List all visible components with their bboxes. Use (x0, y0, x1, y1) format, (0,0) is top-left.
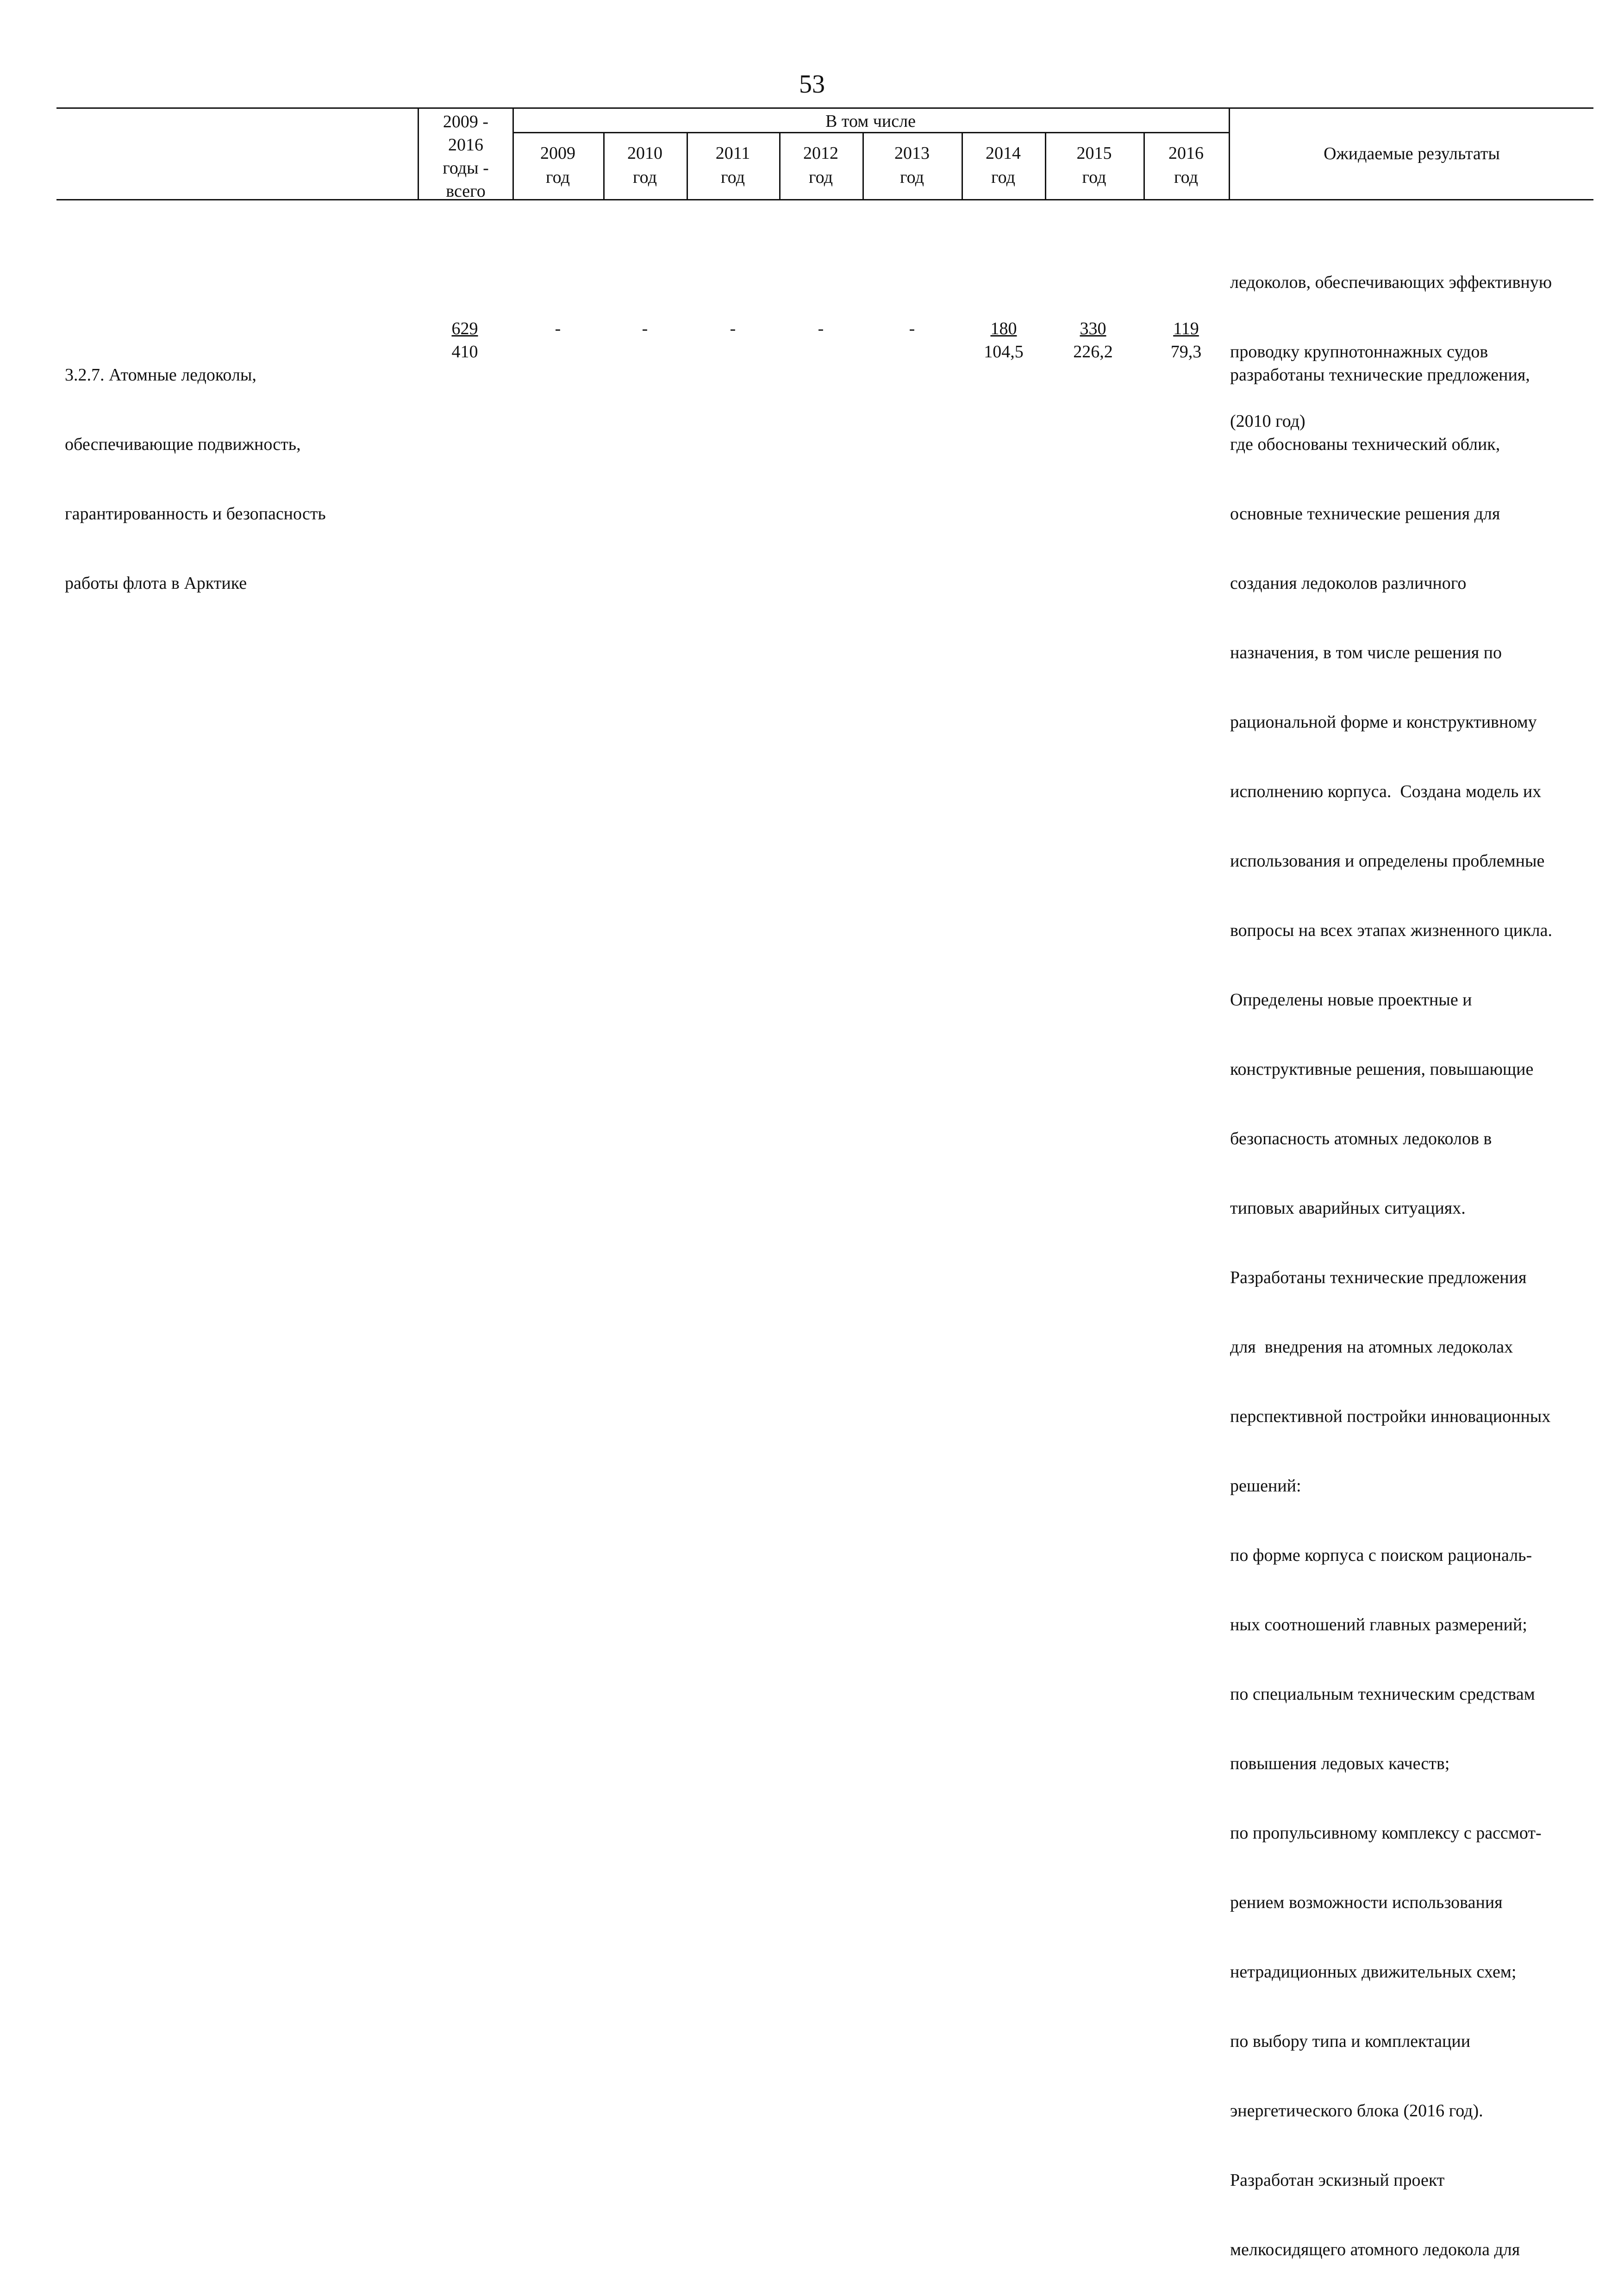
header-total (419, 110, 512, 203)
result-line: безопасность атомных ледоколов в (1230, 1129, 1492, 1148)
value-cell-2011 (705, 317, 761, 340)
result-line: по специальным техническим средствам (1230, 1684, 1535, 1704)
header-year-2014 (962, 141, 1045, 192)
value-cell-2010 (617, 317, 673, 340)
header-year-2011 (687, 141, 779, 192)
value-top: 119 (1173, 319, 1199, 338)
result-line: по выбору типа и комплектации (1230, 2032, 1471, 2051)
value-top: 330 (1080, 319, 1106, 338)
result-line: создания ледоколов различного (1230, 574, 1467, 593)
header-year-unit: год (991, 168, 1015, 187)
result-line: Определены новые проектные и (1230, 990, 1472, 1010)
result-line: использования и определены проблемные (1230, 851, 1545, 871)
header-results: Ожидаемые результаты (1324, 144, 1500, 163)
header-including: В том числе (825, 112, 916, 131)
header-total-line: всего (446, 181, 486, 201)
value-bottom: 104,5 (984, 342, 1024, 362)
value-top: - (730, 319, 736, 338)
header-year-unit: год (809, 168, 833, 187)
header-year-2012 (779, 141, 862, 192)
table-top-rule (56, 107, 1593, 109)
header-year: 2014 (986, 143, 1021, 163)
header-year-2016 (1143, 141, 1229, 192)
header-year-2013 (862, 141, 962, 192)
result-line: вопросы на всех этапах жизненного цикла. (1230, 921, 1553, 940)
value-bottom: 226,2 (1073, 342, 1113, 362)
header-year: 2012 (803, 143, 838, 163)
value-top: 180 (990, 319, 1017, 338)
header-year-unit: год (633, 168, 657, 187)
continuation-line: (2010 год) (1230, 412, 1305, 431)
result-line: где обоснованы технический облик, (1230, 435, 1500, 454)
result-line: мелкосидящего атомного ледокола для (1230, 2240, 1520, 2259)
value-top: - (642, 319, 648, 338)
result-line: ных соотношений главных размерений; (1230, 1615, 1527, 1634)
value-top: - (818, 319, 824, 338)
result-line: разработаны технические предложения, (1230, 365, 1530, 385)
value-cell-2014 (976, 317, 1031, 363)
result-line: решений: (1230, 1476, 1301, 1496)
result-line: типовых аварийных ситуациях. (1230, 1198, 1466, 1218)
header-total-line: 2009 - (443, 112, 489, 131)
row-title (65, 317, 326, 618)
result-line: по пропульсивному комплексу с рассмот- (1230, 1823, 1542, 1843)
page-number: 53 (799, 70, 825, 99)
header-year: 2009 (540, 143, 575, 163)
value-cell-2012 (793, 317, 849, 340)
value-cell-2015 (1065, 317, 1121, 363)
header-year: 2013 (894, 143, 930, 163)
value-top: - (909, 319, 915, 338)
continuation-line: проводку крупнотоннажных судов (1230, 342, 1488, 362)
result-line: по форме корпуса с поиском рациональ- (1230, 1546, 1532, 1565)
header-year-unit: год (721, 168, 745, 187)
header-year-unit: год (900, 168, 924, 187)
header-year: 2016 (1168, 143, 1204, 163)
header-year: 2015 (1076, 143, 1112, 163)
header-bottom-rule (56, 199, 1593, 200)
total-value-top: 629 (451, 319, 478, 338)
result-line: исполнению корпуса. Создана модель их (1230, 782, 1542, 801)
continuation-line: ледоколов, обеспечивающих эффективную (1230, 273, 1552, 292)
header-total-line: 2016 (448, 135, 483, 155)
result-line: Разработан эскизный проект (1230, 2170, 1445, 2190)
header-year-2015 (1045, 141, 1143, 192)
header-year-2010 (603, 141, 687, 192)
total-cell (437, 317, 493, 363)
row-title-line: обеспечивающие подвижность, (65, 435, 301, 454)
result-line: повышения ледовых качеств; (1230, 1754, 1450, 1773)
result-line: Разработаны технические предложения (1230, 1268, 1527, 1287)
header-year: 2011 (715, 143, 750, 163)
result-line: рациональной форме и конструктивному (1230, 712, 1537, 732)
result-line: назначения, в том числе решения по (1230, 643, 1502, 662)
header-year-unit: год (546, 168, 570, 187)
value-cell-2016 (1158, 317, 1214, 363)
expected-results-text (1230, 317, 1552, 2295)
value-cell-2009 (530, 317, 586, 340)
result-line: рением возможности использования (1230, 1893, 1503, 1912)
value-cell-2013 (884, 317, 940, 340)
header-year-unit: год (1082, 168, 1106, 187)
result-line: энергетического блока (2016 год). (1230, 2101, 1483, 2120)
result-line: для внедрения на атомных ледоколах (1230, 1337, 1513, 1357)
total-value-bottom: 410 (451, 342, 478, 362)
result-line: конструктивные решения, повышающие (1230, 1060, 1534, 1079)
row-title-line: работы флота в Арктике (65, 574, 247, 593)
header-year-2009 (512, 141, 603, 192)
header-year: 2010 (627, 143, 662, 163)
header-total-line: годы - (443, 158, 489, 178)
value-bottom: 79,3 (1170, 342, 1202, 362)
header-year-unit: год (1174, 168, 1198, 187)
result-line: нетрадиционных движительных схем; (1230, 1962, 1517, 1982)
result-line: основные технические решения для (1230, 504, 1500, 524)
row-title-line: 3.2.7. Атомные ледоколы, (65, 365, 256, 385)
result-line: перспективной постройки инновационных (1230, 1407, 1551, 1426)
row-title-line: гарантированность и безопасность (65, 504, 326, 524)
value-top: - (555, 319, 561, 338)
